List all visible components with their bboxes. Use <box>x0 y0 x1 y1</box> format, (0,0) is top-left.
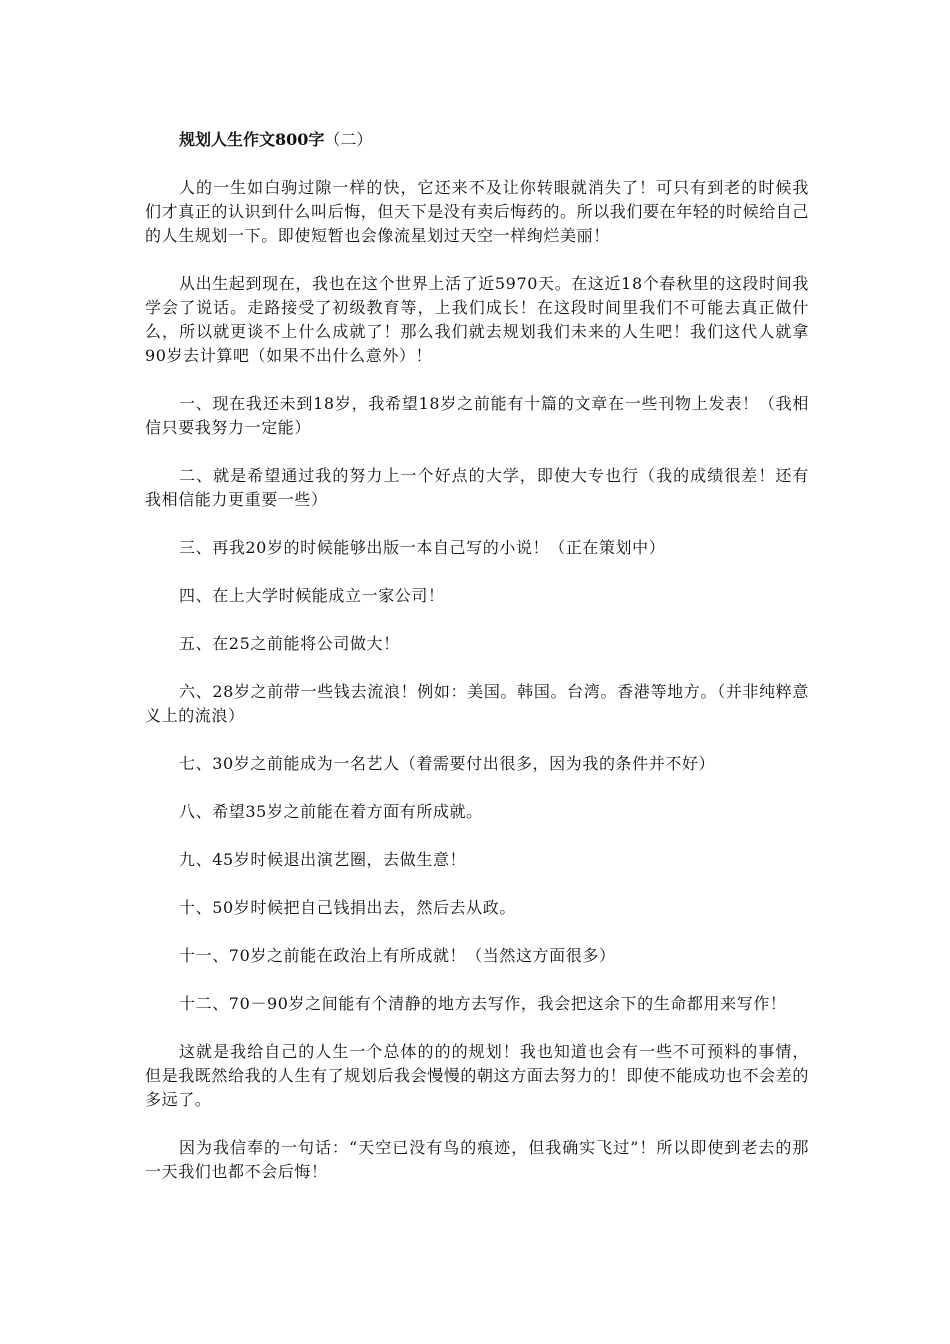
list-item-12: 十二、70－90岁之间能有个清静的地方去写作，我会把这余下的生命都用来写作！ <box>179 994 787 1013</box>
list-item-4: 四、在上大学时候能成立一家公司！ <box>179 586 445 605</box>
list-item-9: 九、45岁时候退出演艺圈，去做生意！ <box>179 850 467 869</box>
paragraph: 这就是我给自己的人生一个总体的的的规划！我也知道也会有一些不可预料的事情，但是我既然给我的人生有了规划后我会慢慢的朝这方面去努力的！即使不能成功也不会差的多远了。 <box>145 1042 810 1109</box>
paragraph: 从出生起到现在，我也在这个世界上活了近5970天。在这近18个春秋里的这段时间我学会了说话。走路接受了初级教育等，上我们成长！在这段时间里我们不可能去真正做什么，所以就更谈不上什么成就了！那么我们就去规划我们未来的人生吧！我们这代人就拿90岁去计算吧（如果不出什么意外）！ <box>145 274 809 365</box>
list-item-11: 十一、70岁之前能在政治上有所成就！（当然这方面很多） <box>179 946 616 965</box>
title-text: 规划人生作文800字 <box>179 130 325 149</box>
list-item-5: 五、在25之前能将公司做大！ <box>179 634 400 653</box>
list-item-1: 一、现在我还未到18岁，我希望18岁之前能有十篇的文章在一些刊物上发表！（我相信只要我努力一定能） <box>145 394 809 437</box>
title-suffix: （二） <box>324 130 373 149</box>
paragraph: 人的一生如白驹过隙一样的快，它还来不及让你转眼就消失了！可只有到老的时候我们才真正的认识到什么叫后悔，但天下是没有卖后悔药的。所以我们要在年轻的时候给自己的人生规划一下。即使短暂也会像流星划过天空一样绚烂美丽！ <box>145 178 810 245</box>
list-item-6: 六、28岁之前带一些钱去流浪！例如：美国。韩国。台湾。香港等地方。（并非纯粹意义上的流浪） <box>145 682 809 725</box>
list-item-7: 七、30岁之前能成为一名艺人（着需要付出很多，因为我的条件并不好） <box>179 754 716 773</box>
list-item-10: 十、50岁时候把自己钱捐出去，然后去从政。 <box>179 898 516 917</box>
list-item-8: 八、希望35岁之前能在着方面有所成就。 <box>179 802 483 821</box>
list-item-3: 三、再我20岁的时候能够出版一本自己写的小说！（正在策划中） <box>179 538 666 557</box>
paragraph: 因为我信奉的一句话：“天空已没有鸟的痕迹，但我确实飞过”！所以即使到老去的那一天我们也都不会后悔！ <box>145 1138 809 1181</box>
list-item-2: 二、就是希望通过我的努力上一个好点的大学，即使大专也行（我的成绩很差！还有我相信能力更重要一些） <box>145 466 809 509</box>
document-title <box>145 128 809 152</box>
document-body <box>145 128 809 1208</box>
